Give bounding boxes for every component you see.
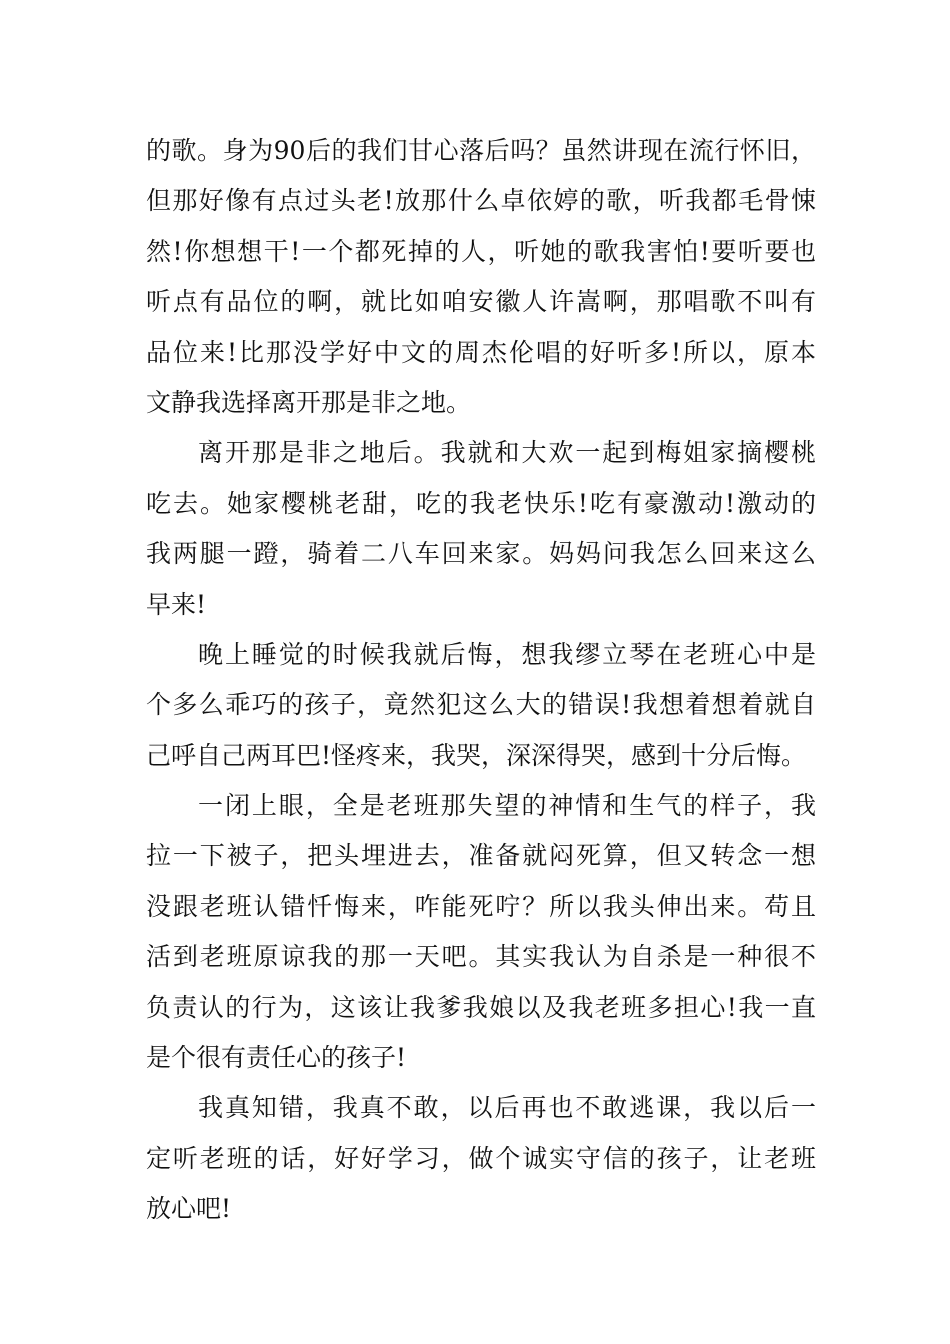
paragraph-1 (146, 126, 816, 428)
text-line: 我两腿一蹬，骑着二八车回来家。妈妈问我怎么回来这么 (146, 539, 816, 569)
text-line: 听点有品位的啊，就比如咱安徽人许嵩啊，那唱歌不叫有 (146, 287, 816, 317)
document-body (146, 126, 816, 1235)
text-line: 吃去。她家樱桃老甜，吃的我老快乐!吃有豪激动!激动的 (146, 488, 816, 518)
text-line: 早来! (146, 589, 207, 619)
text-line: 品位来!比那没学好中文的周杰伦唱的好听多!所以，原本 (146, 337, 816, 367)
text-line: 我真知错，我真不敢，以后再也不敢逃课，我以后一 (198, 1093, 816, 1123)
text-line: 定听老班的话，好好学习，做个诚实守信的孩子，让老班 (146, 1143, 816, 1173)
paragraph-4 (146, 781, 816, 1083)
text-line: 晚上睡觉的时候我就后悔，想我缪立琴在老班心中是 (198, 639, 816, 669)
paragraph-5 (146, 1083, 816, 1234)
text-line: 的歌。身为90后的我们甘心落后吗？虽然讲现在流行怀旧， (146, 136, 816, 165)
text-line: 没跟老班认错忏悔来，咋能死咛？所以我头伸出来。苟且 (146, 891, 816, 921)
text-line: 负责认的行为，这该让我爹我娘以及我老班多担心!我一直 (146, 992, 816, 1022)
text-line: 离开那是非之地后。我就和大欢一起到梅姐家摘樱桃 (198, 438, 816, 468)
paragraph-2 (146, 428, 816, 630)
paragraph-3 (146, 630, 816, 781)
text-line: 然!你想想干!一个都死掉的人，听她的歌我害怕!要听要也 (146, 236, 816, 266)
text-line: 文静我选择离开那是非之地。 (146, 387, 472, 417)
text-line: 是个很有责任心的孩子! (146, 1043, 407, 1073)
text-line: 一闭上眼，全是老班那失望的神情和生气的样子，我 (198, 791, 816, 821)
text-line: 个多么乖巧的孩子，竟然犯这么大的错误!我想着想着就自 (146, 690, 816, 720)
text-line: 拉一下被子，把头埋进去，准备就闷死算，但又转念一想 (146, 841, 816, 871)
text-line: 活到老班原谅我的那一天吧。其实我认为自杀是一种很不 (146, 942, 816, 972)
text-line: 己呼自己两耳巴!怪疼来，我哭，深深得哭，感到十分后悔。 (146, 740, 807, 770)
text-line: 但那好像有点过头老!放那什么卓依婷的歌，听我都毛骨悚 (146, 186, 816, 216)
text-line: 放心吧! (146, 1194, 232, 1224)
